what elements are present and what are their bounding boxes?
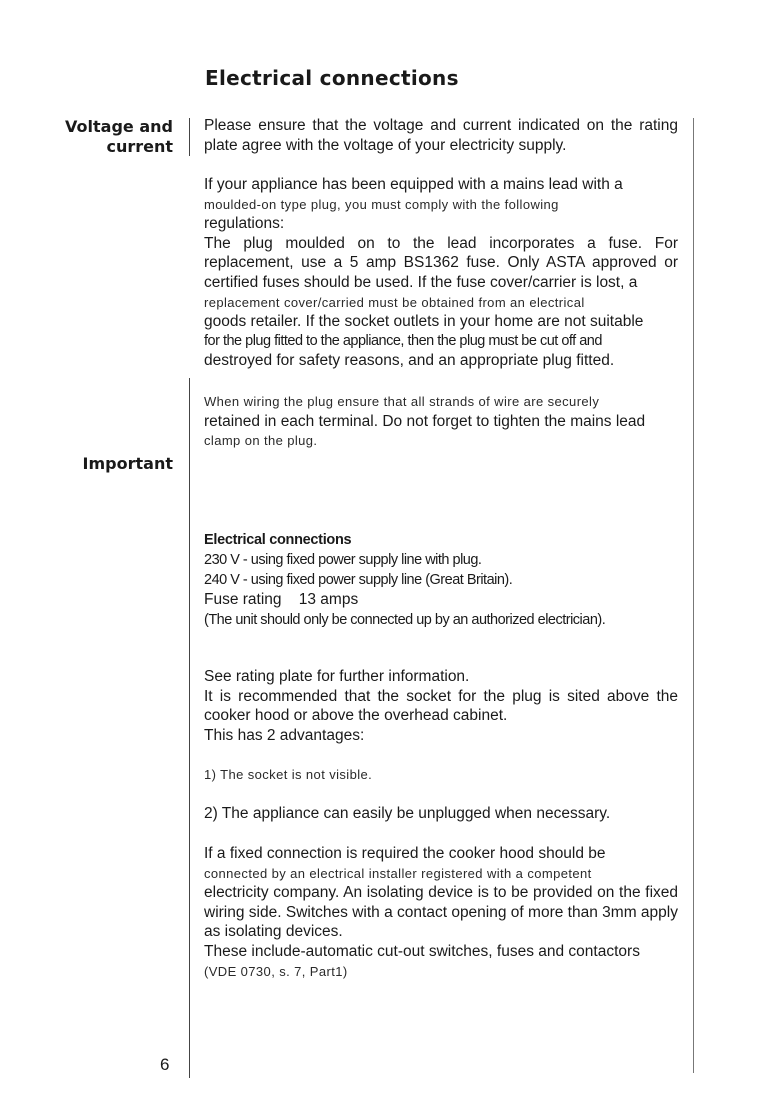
- electrical-connections-block: Electrical connections 230 V - using fixed power supply line with plug. 240 V - using fixed power supply line (Great Britain). Fuse rating 13 amps (The unit should only be connected up by an authorized electrician).: [204, 530, 678, 630]
- advantage-1: 1) The socket is not visible.: [204, 767, 373, 782]
- left-rule-top: [189, 118, 190, 156]
- voltage-heading-line-2: current: [106, 137, 173, 156]
- right-rule: [693, 118, 694, 1073]
- page-number: 6: [160, 1055, 170, 1074]
- advantage-2: 2) The appliance can easily be unplugged when necessary.: [204, 805, 611, 822]
- voltage-heading-line-1: Voltage and: [65, 117, 173, 136]
- voltage-current-heading: [65, 117, 173, 157]
- page-title: Electrical connections: [205, 66, 459, 90]
- mains-lead-paragraph: If your appliance has been equipped with a mains lead with a moulded-on type plug, you must comply with the following regulations: The plug moulded on to the lead incorporates a fuse. For replacement, use a 5 amp BS1362 fuse. Only ASTA approved or certified fuses should be used. If the fuse cover/carrier is lost, a replacement cover/carried must be obtained from an electrical goods retailer. If the socket outlets in your home are not suitable for the plug fitted to the appliance, then the plug must be cut off and destroyed for safety reasons, and an appropriate plug fitted.: [204, 176, 678, 370]
- electrical-subheading: Electrical connections: [204, 532, 352, 548]
- wiring-paragraph: When wiring the plug ensure that all strands of wire are securely retained in each terminal. Do not forget to tighten the mains lead clamp on the plug.: [204, 394, 646, 449]
- important-heading: Important: [82, 454, 173, 473]
- rating-plate-paragraph: See rating plate for further information. It is recommended that the socket for the plug is sited above the cooker hood or above the overhead cabinet. This has 2 advantages:: [204, 668, 678, 744]
- ensure-paragraph: Please ensure that the voltage and current indicated on the rating plate agree with the voltage of your electricity supply.: [204, 117, 678, 154]
- left-rule-bottom: [189, 378, 190, 1078]
- fixed-connection-paragraph: If a fixed connection is required the cooker hood should be connected by an electrical installer registered with a competent electricity company. An isolating device is to be provided on the fixed wiring side. Switches with a contact opening of more than 3mm apply as isolating devices. These include-automatic cut-out switches, fuses and contactors (VDE 0730, s. 7, Part1): [204, 845, 678, 979]
